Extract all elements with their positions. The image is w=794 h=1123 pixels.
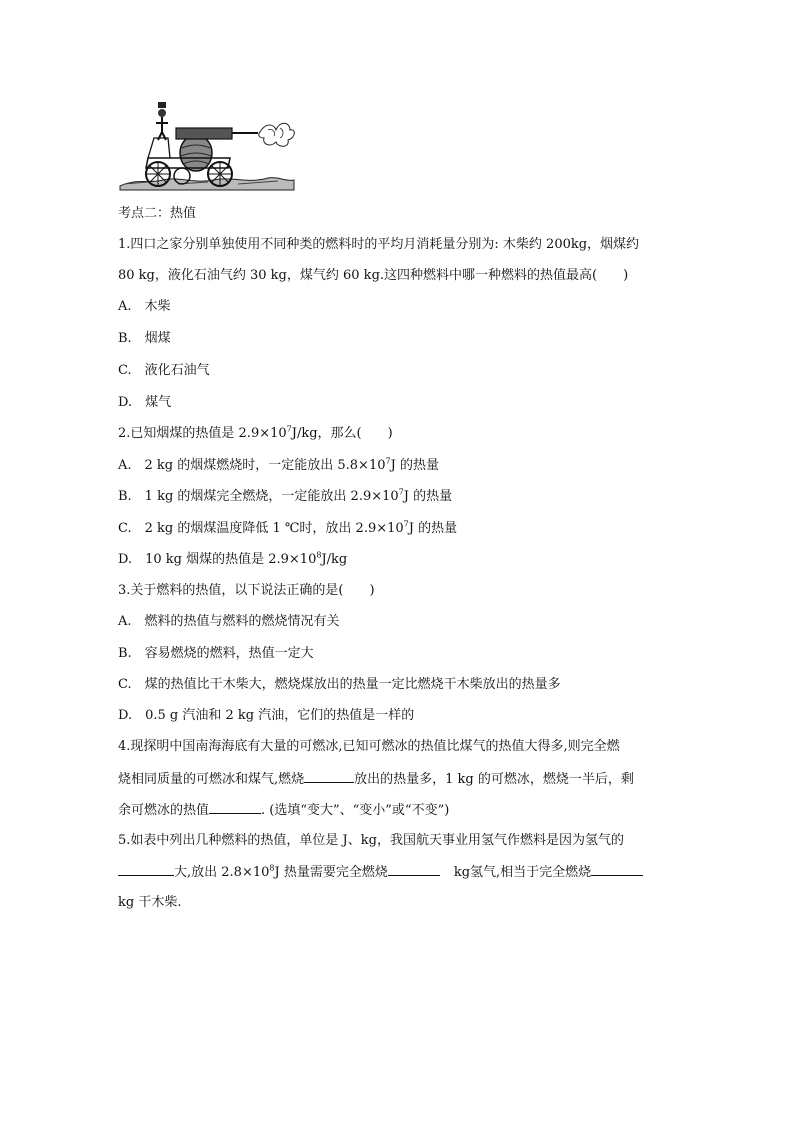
q1-stem-line2: 80 kg，液化石油气约 30 kg，煤气约 60 kg.这四种燃料中哪一种燃料的热值最高( ) — [118, 268, 629, 283]
q3-option-d: D. 0.5 g 汽油和 2 kg 汽油，它们的热值是一样的 — [118, 708, 415, 723]
q2-option-c: C. 2 kg 的烟煤温度降低 1 ℃时，放出 $2.9\times 10^7J$ 的热量 — [118, 519, 458, 536]
q3-option-a: A. 燃料的热值与燃料的燃烧情况有关 — [118, 614, 340, 629]
q3-option-b: B. 容易燃烧的燃料，热值一定大 — [118, 646, 314, 661]
q5-blank-3[interactable] — [591, 863, 643, 876]
q1-option-a: A. 木柴 — [118, 299, 171, 314]
q5-stem-line1: 5.如表中列出几种燃料的热值，单位是 J、kg，我国航天事业用氢气作燃料是因为氢气的 — [118, 833, 624, 848]
q5-stem-line3: kg 干木柴. — [118, 895, 182, 910]
steam-carriage-illustration — [118, 98, 298, 194]
section-title: 考点二：热值 — [118, 206, 197, 221]
q4-blank-2[interactable] — [209, 801, 261, 814]
q4-stem-line3: 余可燃冰的热值 . (选填“变大”、“变小”或“不变”) — [118, 803, 450, 818]
q3-option-c: C. 煤的热值比干木柴大，燃烧煤放出的热量一定比燃烧干木柴放出的热量多 — [118, 677, 561, 692]
q1-option-b: B. 烟煤 — [118, 331, 171, 346]
q3-stem: 3.关于燃料的热值，以下说法正确的是( ) — [118, 583, 375, 598]
q5-stem-line2: 大,放出 $2.8\times 10^8J$ 热量需要完全燃烧 kg氢气,相当于完全燃烧 — [118, 863, 643, 882]
q1-option-d: D. 煤气 — [118, 395, 172, 410]
q4-stem-line2: 烧相同质量的可燃冰和煤气,燃烧 放出的热量多，1 kg 的可燃冰，燃烧一半后，剩 — [118, 772, 634, 787]
q4-blank-1[interactable] — [304, 770, 354, 783]
q4-stem-line1: 4.现探明中国南海海底有大量的可燃冰,已知可燃冰的热值比煤气的热值大得多,则完全燃 — [118, 739, 620, 754]
q5-blank-2[interactable] — [388, 863, 440, 876]
q5-blank-1[interactable] — [118, 863, 174, 876]
q2-option-d: D. 10 kg 烟煤的热值是 $2.9\times 10^8J/kg$ — [118, 550, 348, 567]
q2-stem: 2.已知烟煤的热值是 $2.9\times 10^7J/kg$，那么( ) — [118, 424, 393, 441]
q2-option-a: A. 2 kg 的烟煤燃烧时，一定能放出 $5.8\times 10^7J$ 的热量 — [118, 456, 439, 473]
q1-stem-line1: 1.四口之家分别单独使用不同种类的燃料时的平均月消耗量分别为: 木柴约 200kg，烟煤约 — [118, 237, 640, 252]
q2-option-b: B. 1 kg 的烟煤完全燃烧，一定能放出 $2.9\times 10^7J$ 的热量 — [118, 487, 453, 504]
q1-option-c: C. 液化石油气 — [118, 363, 210, 378]
